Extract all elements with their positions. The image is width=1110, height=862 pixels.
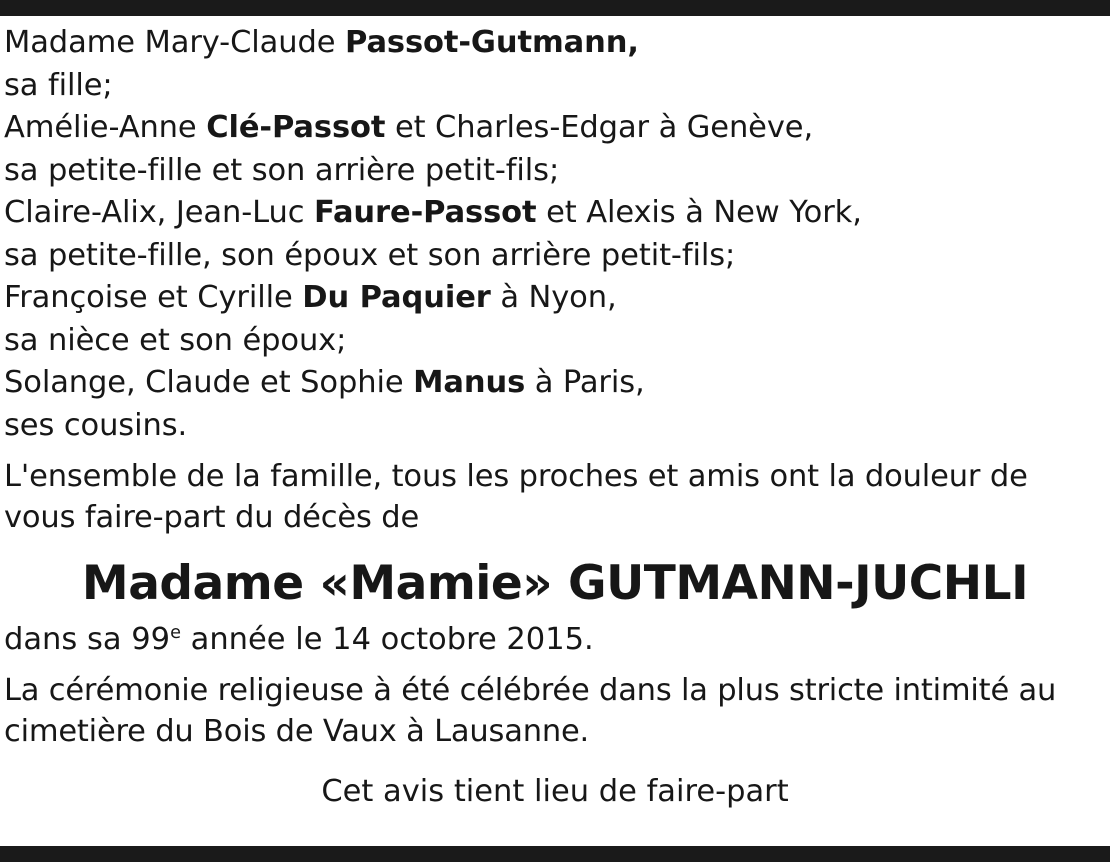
ceremony-text: La cérémonie religieuse à été célébrée dans la plus stricte intimité au cimetière du Bois de Vaux à Lausanne. <box>4 673 1057 749</box>
age-and-date-line <box>4 620 1106 660</box>
family-name-bold: Passot-Gutmann, <box>345 25 639 60</box>
family-text: Françoise et Cyrille <box>4 280 303 315</box>
family-text: à Paris, <box>525 365 645 400</box>
family-text: sa fille; <box>4 67 113 103</box>
age-ordinal-suffix: e <box>170 622 181 643</box>
family-line <box>4 320 1106 363</box>
family-line <box>4 362 1106 405</box>
family-line <box>4 107 1106 150</box>
notice-body <box>0 16 1110 846</box>
family-line <box>4 65 1106 108</box>
family-line <box>4 192 1106 235</box>
family-line <box>4 277 1106 320</box>
family-text: sa nièce et son époux; <box>4 322 347 358</box>
family-line <box>4 150 1106 193</box>
family-text: et Alexis à New York, <box>536 195 862 230</box>
family-text: Solange, Claude et Sophie <box>4 365 414 400</box>
family-name-bold: Clé-Passot <box>206 110 386 145</box>
top-rule <box>0 0 1110 16</box>
family-text: sa petite-fille et son arrière petit-fils; <box>4 152 560 188</box>
deceased-name: Madame «Mamie» GUTMANN-JUCHLI <box>81 556 1029 611</box>
age-prefix: dans sa 99 <box>4 622 171 657</box>
family-text: et Charles-Edgar à Genève, <box>385 110 814 145</box>
family-name-bold: Du Paquier <box>302 280 491 315</box>
family-text: Amélie-Anne <box>4 110 207 145</box>
family-line <box>4 22 1106 65</box>
bottom-rule <box>0 846 1110 862</box>
family-line <box>4 235 1106 278</box>
date-of-death: année le 14 octobre 2015. <box>180 622 594 657</box>
closing-text: Cet avis tient lieu de faire-part <box>321 774 789 809</box>
family-list <box>4 22 1106 447</box>
family-name-bold: Manus <box>413 365 526 400</box>
family-text: Madame Mary-Claude <box>4 25 346 60</box>
family-text: Claire-Alix, Jean-Luc <box>4 195 314 230</box>
family-text: ses cousins. <box>4 407 188 443</box>
announcement-text: L'ensemble de la famille, tous les proches et amis ont la douleur de vous faire-part du décès de <box>4 459 1028 535</box>
family-line <box>4 405 1106 448</box>
family-text: sa petite-fille, son époux et son arrière petit-fils; <box>4 237 736 273</box>
family-text: à Nyon, <box>490 280 617 315</box>
family-name-bold: Faure-Passot <box>314 195 537 230</box>
